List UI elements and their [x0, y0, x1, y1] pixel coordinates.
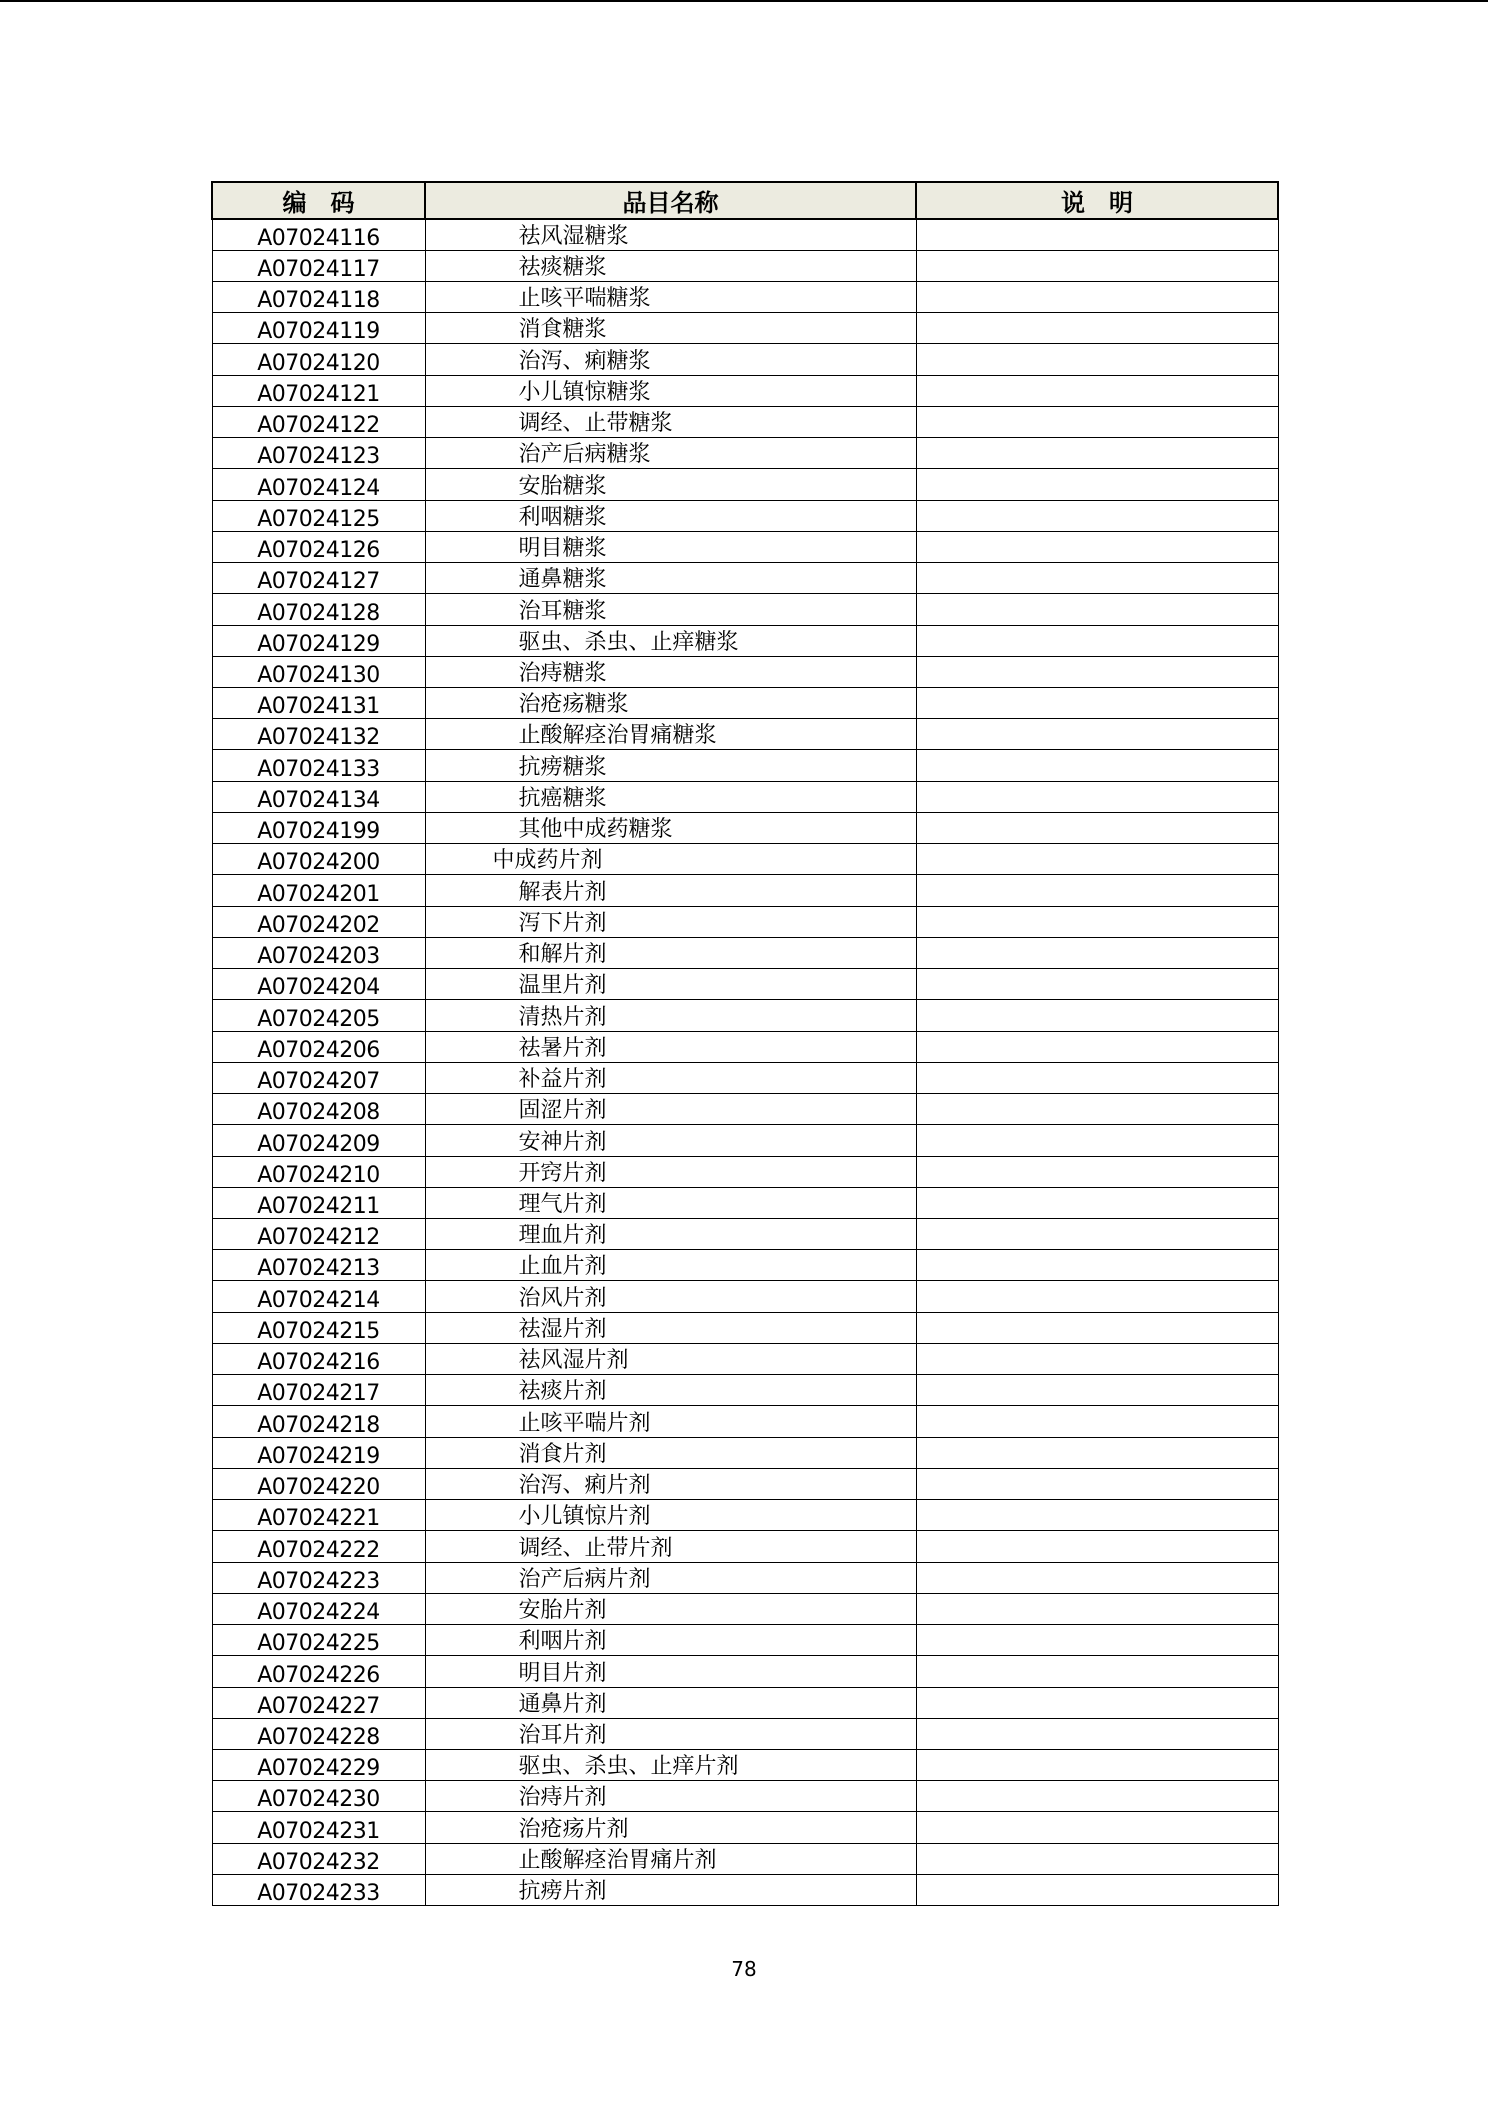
table-row	[212, 469, 1278, 500]
cell-note	[916, 1531, 1278, 1562]
page-top-rule	[0, 0, 1488, 2]
cell-code: A07024231	[212, 1812, 425, 1843]
cell-note	[916, 406, 1278, 437]
cell-note	[916, 1062, 1278, 1093]
cell-code: A07024132	[212, 719, 425, 750]
cell-name: 温里片剂	[425, 969, 916, 1000]
cell-note	[916, 531, 1278, 562]
cell-code: A07024202	[212, 906, 425, 937]
cell-name: 理血片剂	[425, 1219, 916, 1250]
cell-note	[916, 750, 1278, 781]
cell-name: 通鼻片剂	[425, 1687, 916, 1718]
cell-code: A07024218	[212, 1406, 425, 1437]
cell-code: A07024133	[212, 750, 425, 781]
table-row	[212, 375, 1278, 406]
cell-code: A07024233	[212, 1874, 425, 1905]
cell-name: 止酸解痉治胃痛片剂	[425, 1843, 916, 1874]
table-row	[212, 344, 1278, 375]
table-row	[212, 1094, 1278, 1125]
cell-code: A07024217	[212, 1375, 425, 1406]
cell-code: A07024121	[212, 375, 425, 406]
cell-note	[916, 1094, 1278, 1125]
table-row	[212, 594, 1278, 625]
page-number: 78	[731, 1957, 757, 1981]
cell-name: 理气片剂	[425, 1187, 916, 1218]
cell-note	[916, 1718, 1278, 1749]
cell-code: A07024213	[212, 1250, 425, 1281]
cell-note	[916, 969, 1278, 1000]
table-row	[212, 750, 1278, 781]
table-row	[212, 1375, 1278, 1406]
cell-note	[916, 1500, 1278, 1531]
cell-code: A07024223	[212, 1562, 425, 1593]
cell-name: 泻下片剂	[425, 906, 916, 937]
cell-code: A07024209	[212, 1125, 425, 1156]
cell-name: 调经、止带片剂	[425, 1531, 916, 1562]
cell-name: 解表片剂	[425, 875, 916, 906]
table-row	[212, 1125, 1278, 1156]
cell-note	[916, 1468, 1278, 1499]
cell-note	[916, 1874, 1278, 1905]
table-row	[212, 1312, 1278, 1343]
cell-name: 抗癌糖浆	[425, 781, 916, 812]
cell-code: A07024203	[212, 937, 425, 968]
cell-code: A07024127	[212, 563, 425, 594]
cell-name: 补益片剂	[425, 1062, 916, 1093]
cell-note	[916, 1343, 1278, 1374]
cell-note	[916, 1625, 1278, 1656]
cell-name: 治泻、痢片剂	[425, 1468, 916, 1499]
table-row	[212, 438, 1278, 469]
cell-note	[916, 1406, 1278, 1437]
table-row	[212, 875, 1278, 906]
table-row	[212, 688, 1278, 719]
cell-note	[916, 1593, 1278, 1624]
table-row	[212, 812, 1278, 843]
cell-note	[916, 1562, 1278, 1593]
cell-name: 安神片剂	[425, 1125, 916, 1156]
cell-note	[916, 344, 1278, 375]
cell-code: A07024131	[212, 688, 425, 719]
table-row	[212, 906, 1278, 937]
table-row	[212, 1062, 1278, 1093]
cell-note	[916, 719, 1278, 750]
cell-note	[916, 313, 1278, 344]
cell-name: 治痔片剂	[425, 1781, 916, 1812]
table-row	[212, 937, 1278, 968]
cell-note	[916, 875, 1278, 906]
cell-note	[916, 688, 1278, 719]
table-row	[212, 1843, 1278, 1874]
cell-note	[916, 906, 1278, 937]
cell-name: 治风片剂	[425, 1281, 916, 1312]
cell-name: 利咽糖浆	[425, 500, 916, 531]
table-row	[212, 281, 1278, 312]
cell-code: A07024124	[212, 469, 425, 500]
cell-note	[916, 1749, 1278, 1780]
cell-name: 中成药片剂	[425, 844, 916, 875]
table-row	[212, 531, 1278, 562]
cell-name: 其他中成药糖浆	[425, 812, 916, 843]
table-row	[212, 1156, 1278, 1187]
cell-name: 祛痰糖浆	[425, 250, 916, 281]
cell-code: A07024205	[212, 1000, 425, 1031]
cell-note	[916, 656, 1278, 687]
cell-code: A07024228	[212, 1718, 425, 1749]
cell-note	[916, 500, 1278, 531]
table-row	[212, 250, 1278, 281]
cell-note	[916, 375, 1278, 406]
cell-note	[916, 1187, 1278, 1218]
cell-name: 和解片剂	[425, 937, 916, 968]
cell-code: A07024119	[212, 313, 425, 344]
cell-name: 安胎糖浆	[425, 469, 916, 500]
cell-name: 驱虫、杀虫、止痒糖浆	[425, 625, 916, 656]
cell-note	[916, 1281, 1278, 1312]
cell-code: A07024125	[212, 500, 425, 531]
cell-name: 明目糖浆	[425, 531, 916, 562]
cell-note	[916, 844, 1278, 875]
cell-code: A07024128	[212, 594, 425, 625]
cell-note	[916, 1656, 1278, 1687]
table-row	[212, 1437, 1278, 1468]
cell-name: 止血片剂	[425, 1250, 916, 1281]
cell-note	[916, 469, 1278, 500]
table-body	[212, 219, 1278, 1906]
cell-note	[916, 563, 1278, 594]
cell-code: A07024201	[212, 875, 425, 906]
table-row	[212, 1812, 1278, 1843]
cell-name: 治耳糖浆	[425, 594, 916, 625]
table-row	[212, 1250, 1278, 1281]
cell-code: A07024200	[212, 844, 425, 875]
cell-name: 清热片剂	[425, 1000, 916, 1031]
cell-code: A07024208	[212, 1094, 425, 1125]
cell-code: A07024219	[212, 1437, 425, 1468]
cell-name: 治痔糖浆	[425, 656, 916, 687]
cell-code: A07024225	[212, 1625, 425, 1656]
cell-code: A07024229	[212, 1749, 425, 1780]
table-header	[212, 182, 1278, 219]
cell-note	[916, 1156, 1278, 1187]
table-row	[212, 1468, 1278, 1499]
header-name: 品目名称	[425, 182, 916, 219]
table-row	[212, 1000, 1278, 1031]
cell-name: 止咳平喘片剂	[425, 1406, 916, 1437]
table-row	[212, 1531, 1278, 1562]
table-row	[212, 1281, 1278, 1312]
table-row	[212, 1406, 1278, 1437]
cell-note	[916, 812, 1278, 843]
table-row	[212, 1593, 1278, 1624]
cell-name: 抗痨片剂	[425, 1874, 916, 1905]
cell-name: 通鼻糖浆	[425, 563, 916, 594]
cell-code: A07024210	[212, 1156, 425, 1187]
table-row	[212, 781, 1278, 812]
cell-code: A07024120	[212, 344, 425, 375]
cell-code: A07024126	[212, 531, 425, 562]
cell-note	[916, 937, 1278, 968]
cell-code: A07024215	[212, 1312, 425, 1343]
table-row	[212, 1187, 1278, 1218]
table-row	[212, 313, 1278, 344]
cell-name: 调经、止带糖浆	[425, 406, 916, 437]
cell-name: 明目片剂	[425, 1656, 916, 1687]
cell-code: A07024117	[212, 250, 425, 281]
cell-note	[916, 1125, 1278, 1156]
header-code: 编 码	[212, 182, 425, 219]
cell-name: 祛痰片剂	[425, 1375, 916, 1406]
cell-name: 治疮疡片剂	[425, 1812, 916, 1843]
cell-code: A07024216	[212, 1343, 425, 1374]
table-row	[212, 844, 1278, 875]
cell-code: A07024212	[212, 1219, 425, 1250]
cell-name: 安胎片剂	[425, 1593, 916, 1624]
cell-name: 消食片剂	[425, 1437, 916, 1468]
cell-code: A07024230	[212, 1781, 425, 1812]
table-row	[212, 1500, 1278, 1531]
table-row	[212, 719, 1278, 750]
cell-name: 止酸解痉治胃痛糖浆	[425, 719, 916, 750]
cell-code: A07024134	[212, 781, 425, 812]
table-row	[212, 1343, 1278, 1374]
cell-code: A07024224	[212, 1593, 425, 1624]
cell-note	[916, 1000, 1278, 1031]
cell-code: A07024206	[212, 1031, 425, 1062]
table-row	[212, 1874, 1278, 1905]
cell-code: A07024123	[212, 438, 425, 469]
cell-code: A07024222	[212, 1531, 425, 1562]
cell-code: A07024130	[212, 656, 425, 687]
cell-name: 消食糖浆	[425, 313, 916, 344]
cell-code: A07024129	[212, 625, 425, 656]
cell-name: 止咳平喘糖浆	[425, 281, 916, 312]
cell-note	[916, 1843, 1278, 1874]
cell-note	[916, 250, 1278, 281]
cell-name: 治产后病糖浆	[425, 438, 916, 469]
cell-code: A07024221	[212, 1500, 425, 1531]
table-row	[212, 1749, 1278, 1780]
cell-code: A07024204	[212, 969, 425, 1000]
cell-name: 治耳片剂	[425, 1718, 916, 1749]
cell-name: 固涩片剂	[425, 1094, 916, 1125]
table-row	[212, 625, 1278, 656]
cell-name: 抗痨糖浆	[425, 750, 916, 781]
table-row	[212, 1625, 1278, 1656]
cell-name: 祛湿片剂	[425, 1312, 916, 1343]
cell-note	[916, 1312, 1278, 1343]
catalog-table	[211, 181, 1279, 1906]
cell-note	[916, 1031, 1278, 1062]
cell-note	[916, 438, 1278, 469]
cell-note	[916, 1219, 1278, 1250]
table-row	[212, 1219, 1278, 1250]
cell-name: 小儿镇惊糖浆	[425, 375, 916, 406]
table-row	[212, 1781, 1278, 1812]
cell-name: 治产后病片剂	[425, 1562, 916, 1593]
cell-code: A07024232	[212, 1843, 425, 1874]
table-row	[212, 219, 1278, 250]
cell-name: 祛暑片剂	[425, 1031, 916, 1062]
cell-note	[916, 594, 1278, 625]
table-row	[212, 656, 1278, 687]
table-row	[212, 1656, 1278, 1687]
cell-note	[916, 1250, 1278, 1281]
header-note: 说 明	[916, 182, 1278, 219]
cell-note	[916, 781, 1278, 812]
table-row	[212, 969, 1278, 1000]
cell-note	[916, 281, 1278, 312]
table-row	[212, 406, 1278, 437]
cell-code: A07024211	[212, 1187, 425, 1218]
cell-name: 治疮疡糖浆	[425, 688, 916, 719]
cell-name: 祛风湿片剂	[425, 1343, 916, 1374]
table-row	[212, 1687, 1278, 1718]
cell-code: A07024214	[212, 1281, 425, 1312]
cell-code: A07024122	[212, 406, 425, 437]
cell-code: A07024116	[212, 219, 425, 250]
cell-code: A07024226	[212, 1656, 425, 1687]
table-row	[212, 1718, 1278, 1749]
cell-note	[916, 1375, 1278, 1406]
table-row	[212, 563, 1278, 594]
cell-note	[916, 1781, 1278, 1812]
cell-code: A07024199	[212, 812, 425, 843]
cell-name: 开窍片剂	[425, 1156, 916, 1187]
cell-name: 小儿镇惊片剂	[425, 1500, 916, 1531]
cell-name: 祛风湿糖浆	[425, 219, 916, 250]
cell-code: A07024227	[212, 1687, 425, 1718]
table-row	[212, 1562, 1278, 1593]
cell-name: 驱虫、杀虫、止痒片剂	[425, 1749, 916, 1780]
cell-name: 治泻、痢糖浆	[425, 344, 916, 375]
table-row	[212, 1031, 1278, 1062]
table-row	[212, 500, 1278, 531]
cell-code: A07024207	[212, 1062, 425, 1093]
cell-name: 利咽片剂	[425, 1625, 916, 1656]
cell-note	[916, 219, 1278, 250]
cell-note	[916, 1812, 1278, 1843]
cell-note	[916, 1437, 1278, 1468]
cell-note	[916, 625, 1278, 656]
cell-code: A07024220	[212, 1468, 425, 1499]
header-row	[212, 182, 1278, 219]
cell-note	[916, 1687, 1278, 1718]
cell-code: A07024118	[212, 281, 425, 312]
